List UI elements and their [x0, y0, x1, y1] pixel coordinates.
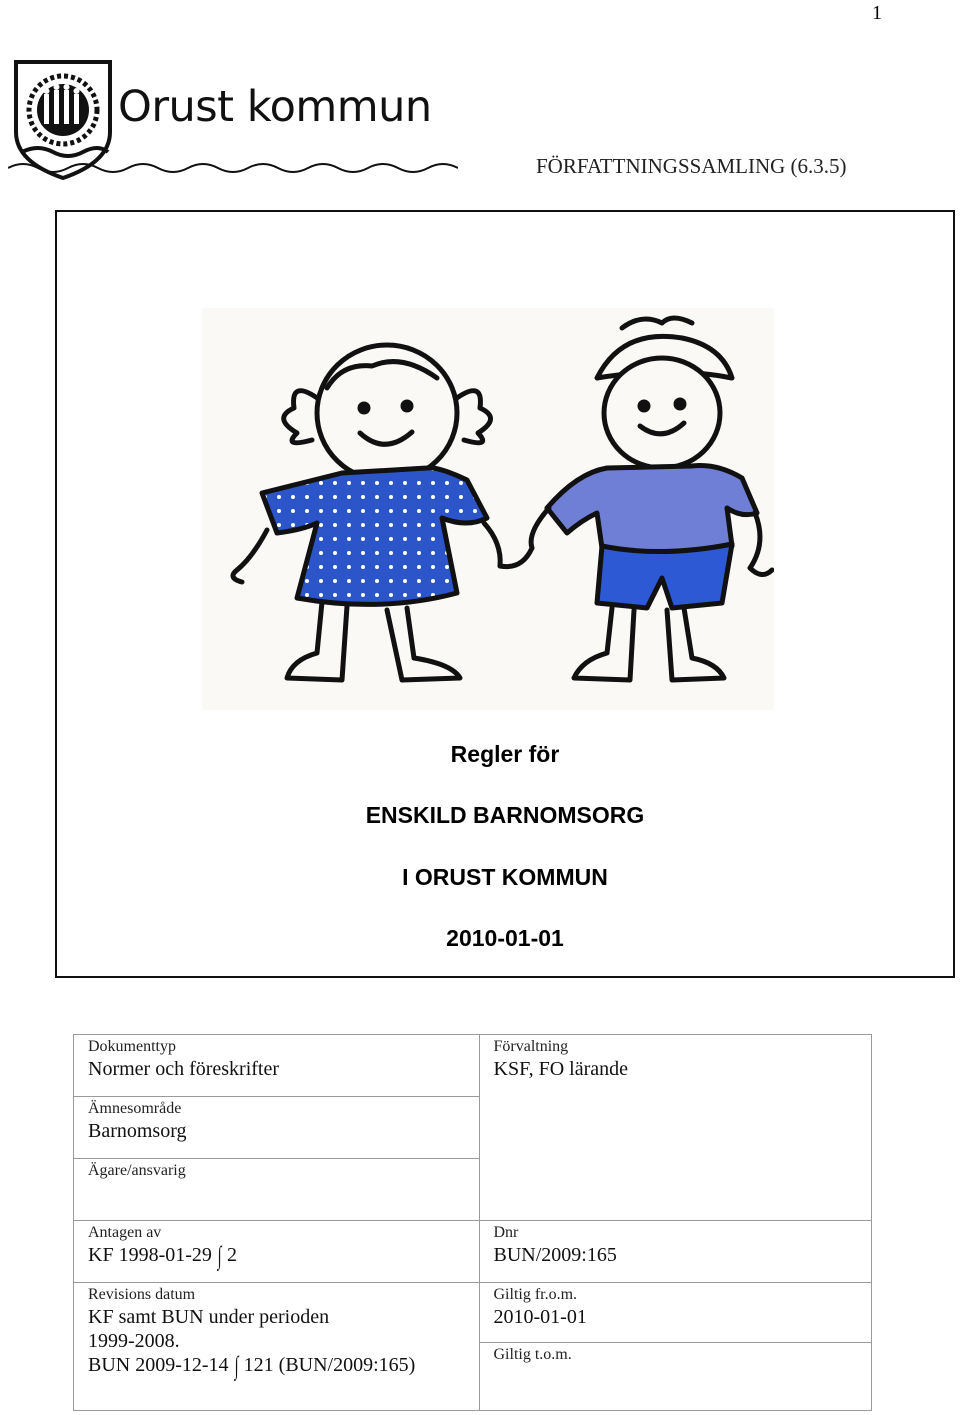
value-amnesomrade: Barnomsorg	[88, 1120, 187, 1142]
page-number: 1	[872, 2, 882, 24]
logo-wordmark: Orust kommun	[118, 82, 432, 132]
title-date: 2010-01-01	[446, 925, 564, 951]
revision-bun-date: BUN 2009-12-14	[88, 1354, 229, 1376]
value-dnr: BUN/2009:165	[493, 1244, 617, 1266]
label-giltig-tom: Giltig t.o.m.	[493, 1346, 572, 1363]
value-revision-line-1: KF samt BUN under perioden	[88, 1306, 330, 1328]
title-line-3: I ORUST KOMMUN	[402, 864, 608, 890]
cell-giltig-tom	[479, 1343, 872, 1411]
cell-dokumenttyp	[74, 1035, 480, 1097]
cell-amnesomrade	[74, 1097, 480, 1159]
value-giltig-from: 2010-01-01	[493, 1306, 587, 1328]
section-sign-icon: ∫	[217, 1241, 222, 1270]
label-antagen: Antagen av	[88, 1224, 162, 1241]
cell-dnr	[479, 1221, 872, 1283]
label-dnr: Dnr	[493, 1224, 519, 1241]
revision-bun-paragraph: 121 (BUN/2009:165)	[243, 1354, 416, 1376]
label-forvaltning: Förvaltning	[493, 1038, 569, 1055]
cell-revision	[74, 1283, 480, 1411]
collection-series: FÖRFATTNINGSSAMLING (6.3.5)	[536, 154, 847, 178]
cell-giltig-from	[479, 1283, 872, 1343]
value-forvaltning: KSF, FO lärande	[493, 1058, 629, 1080]
label-amnesomrade: Ämnesområde	[88, 1100, 182, 1117]
value-revision-line-3	[88, 1351, 471, 1380]
title-frame	[55, 210, 955, 978]
title-line-1: Regler för	[450, 741, 560, 767]
cell-agare	[74, 1159, 480, 1221]
section-sign-icon: ∫	[234, 1351, 239, 1380]
cell-antagen	[74, 1221, 480, 1283]
label-dokumenttyp: Dokumenttyp	[88, 1038, 176, 1055]
children-holding-hands-illustration	[202, 308, 774, 710]
title-line-2: ENSKILD BARNOMSORG	[365, 802, 645, 828]
label-giltig-from: Giltig fr.o.m.	[493, 1286, 578, 1303]
label-agare: Ägare/ansvarig	[88, 1162, 186, 1179]
document-metadata-table	[73, 1034, 872, 1411]
antagen-paragraph: 2	[227, 1244, 238, 1266]
value-revision-line-2: 1999-2008.	[88, 1330, 180, 1352]
value-antagen	[88, 1241, 471, 1270]
antagen-date: KF 1998-01-29	[88, 1244, 212, 1266]
value-dokumenttyp: Normer och föreskrifter	[88, 1058, 280, 1080]
cell-forvaltning	[479, 1035, 872, 1221]
label-revision: Revisions datum	[88, 1286, 196, 1303]
